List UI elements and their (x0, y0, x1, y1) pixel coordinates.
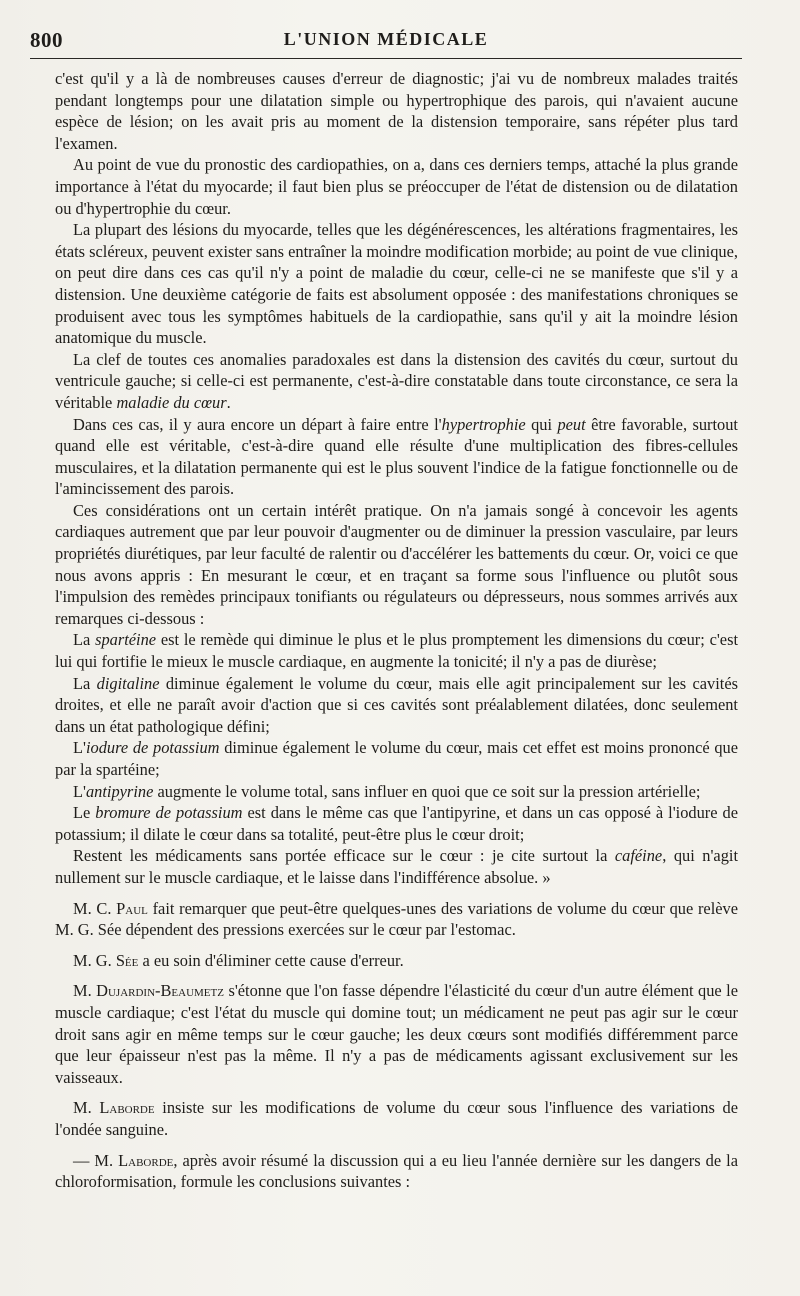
paragraph-text: diminue également le volume du cœur, mais elle agit principalement sur les cavités droites, et elle ne paraît avoir d'action que si ces cavités sont préalablement dilatées, donc seulement dans un état pathologique défini; (55, 673, 739, 736)
paragraph-text: Dans ces cas, il y aura encore un départ à faire entre l' (73, 414, 442, 434)
paragraph-text: La clef de toutes ces anomalies paradoxales est dans la distension des cavités du cœur, surtout du ventricule gauche; si celle-ci est permanente, c'est-à-dire constatable dans toute circonstance, ce sera la véritable (55, 349, 738, 412)
journal-title: L'UNION MÉDICALE (283, 29, 489, 49)
paragraph (55, 414, 738, 500)
paragraph-text: , qui n'agit nullement sur le muscle cardiaque, et le laisse dans l'indifférence absolue. » (55, 846, 739, 887)
paragraph (55, 980, 738, 1088)
paragraph (55, 737, 738, 780)
emphasis-term: spartéine (95, 630, 157, 650)
paragraph-text: qui (525, 414, 558, 434)
paragraph (55, 802, 738, 845)
paragraph-text: . (226, 392, 231, 412)
paragraph-text: M. (73, 981, 97, 1001)
paragraph-text: fait remarquer que peut-être quelques-unes des variations de volume du cœur que relève M. G. Sée dépendent des pressions exercées sur le cœur par l'estomac. (55, 898, 738, 940)
paragraph-text: Restent les médicaments sans portée efficace sur le cœur : je cite surtout la (73, 846, 615, 866)
emphasis-term: caféine (614, 846, 663, 866)
emphasis-term: peut (557, 414, 586, 434)
paragraph-text: augmente le volume total, sans influer en quoi que ce soit sur la pression artérielle; (153, 781, 701, 801)
speaker-name: Sée (115, 950, 139, 970)
paragraph-text: c'est qu'il y a là de nombreuses causes d'erreur de diagnostic; j'ai vu de nombreux malades traités pendant longtemps pour une dilatation simple ou hypertrophique des parois, qui n'avaient aucune espèce de lésion; on les avait pris au moment de la distension temporaire, sans répéter plus tard l'examen. (55, 69, 738, 153)
paragraph-text: diminue également le volume du cœur, mais cet effet est moins prononcé que par la spartéine; (55, 738, 738, 779)
paragraph (55, 68, 738, 154)
speaker-name: Dujardin-Beaumetz (96, 981, 224, 1001)
paragraph-text: a eu soin d'éliminer cette cause d'erreur. (138, 950, 404, 970)
paragraph-text: est dans le même cas que l'antipyrine, et dans un cas opposé à l'iodure de potassium; il dilate le cœur dans sa totalité, peut-être plus le cœur droit; (55, 803, 739, 844)
paragraph (55, 950, 738, 972)
emphasis-term: antipyrine (85, 781, 154, 801)
emphasis-term: bromure de potassium (95, 803, 243, 823)
emphasis-term: iodure de potassium (85, 738, 220, 758)
running-head (30, 28, 742, 59)
paragraph-text: La plupart des lésions du myocarde, telles que les dégénérescences, les altérations fragmentaires, les états scléreux, peuvent exister sans entraîner la moindre modification morbide; au point de vue clinique, on peut dire dans ces cas qu'il n'y a point de maladie du cœur, celle-ci ne se manifeste que s'il y a distension. Une deuxième catégorie de faits est absolument opposée : des manifestations chroniques se produisent avec tous les symptômes habituels de la cardiopathie, sans qu'il y ait la moindre lésion anatomique du muscle. (55, 220, 738, 348)
paragraph-text: La (73, 630, 96, 650)
speaker-name: Paul (116, 898, 148, 918)
paragraph-text: être favorable, surtout quand elle est véritable, c'est-à-dire quand elle résulte d'une multiplication des fibres-cellules musculaires, et la dilatation permanente qui est le plus souvent l'indice de la fatigue fonctionnelle ou de l'amincissement des parois. (55, 414, 738, 499)
paragraph-text: insiste sur les modifications de volume du cœur sous l'influence des variations de l'ondée sanguine. (55, 1098, 739, 1139)
paragraph-text: M. C. (73, 898, 117, 918)
emphasis-term: digitaline (96, 673, 160, 693)
paragraph (55, 1150, 738, 1193)
paragraph-text: Ces considérations ont un certain intérêt pratique. On n'a jamais songé à concevoir les agents cardiaques autrement que par leur pouvoir d'augmenter ou de diminuer la pression vasculaire, par leurs propriétés diurétiques, par leur faculté de ralentir ou d'accélérer les battements du cœur. Or, voici ce que nous avons appris : En mesurant le cœur, et en traçant sa forme sous l'influence ou plutôt sous l'impulsion des remèdes principaux tonifiants ou régulateurs ou dépresseurs, nous sommes arrivés aux remarques ci-dessous : (55, 500, 738, 628)
paragraph (55, 154, 738, 219)
emphasis-term: hypertrophie (441, 414, 526, 434)
paragraph (55, 673, 738, 738)
paragraph (55, 1097, 738, 1140)
paragraph-text: , après avoir résumé la discussion qui a eu lieu l'année dernière sur les dangers de la chloroformisation, formule les conclusions suivantes : (55, 1150, 738, 1192)
paragraph (55, 500, 738, 630)
paragraph-text: Le (73, 803, 96, 823)
page-number: 800 (30, 28, 63, 52)
paragraph (55, 845, 738, 888)
emphasis-term: maladie du cœur (116, 392, 227, 412)
paragraph (55, 629, 738, 672)
speaker-name: Laborde (99, 1098, 155, 1118)
paragraph-text: Au point de vue du pronostic des cardiopathies, on a, dans ces derniers temps, attaché la plus grande importance à l'état du myocarde; il faut bien plus se préoccuper de l'état de distension ou de dilatation ou d'hypertrophie du cœur. (55, 155, 738, 218)
paragraph-text: L' (73, 738, 86, 758)
paragraph (55, 898, 738, 941)
paragraph-text: — M. (73, 1150, 119, 1170)
paragraph-text: L' (73, 781, 86, 801)
paragraph (55, 781, 738, 803)
paragraph (55, 219, 738, 349)
paragraph (55, 349, 738, 414)
paragraph-text: La (73, 673, 97, 693)
paragraph-text: M. G. (73, 950, 116, 970)
paragraph-text: M. (73, 1098, 100, 1118)
paragraph-text: s'étonne que l'on fasse dépendre l'élasticité du cœur d'un autre élément que le muscle cardiaque; c'est l'état du muscle qui domine tout; un médicament ne peut pas agir sur le cœur droit sans agir en même temps sur le cœur gauche; les deux cœurs sont modifiés différemment parce que leur épaisseur n'est pas la même. Il n'y a pas de médicaments agissant exclusivement sur les vaisseaux. (55, 981, 738, 1087)
body-text (55, 68, 738, 1193)
speaker-name: Laborde (118, 1150, 174, 1170)
paragraph-text: est le remède qui diminue le plus et le plus promptement les dimensions du cœur; c'est lui qui fortifie le mieux le muscle cardiaque, en augmente la tonicité; il n'y a pas de diurèse; (55, 630, 739, 672)
